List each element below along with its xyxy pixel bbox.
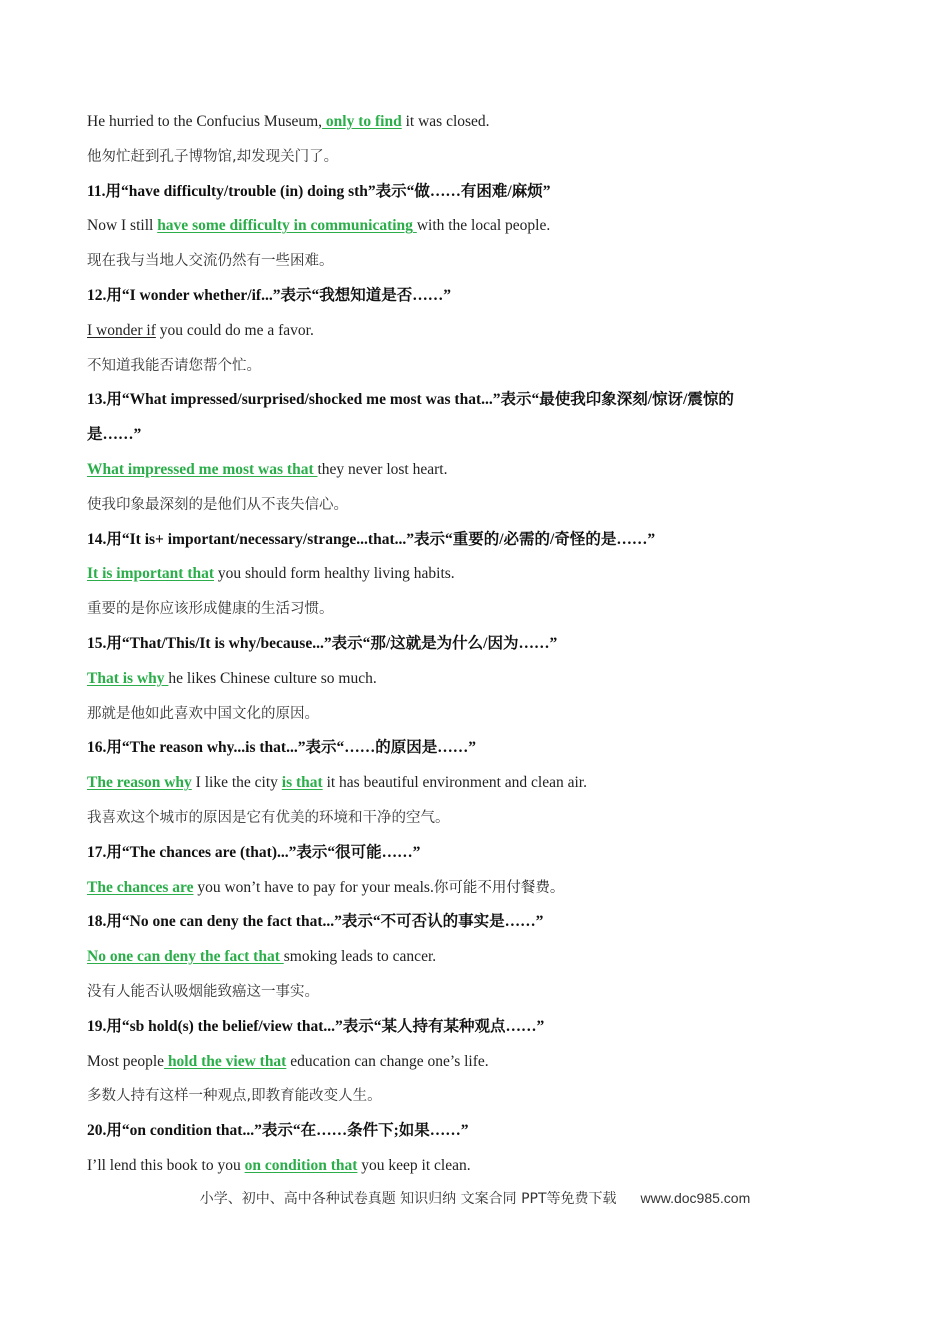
section-heading-13: 13.用“What impressed/surprised/shocked me most was that...”表示“最使我印象深刻/惊讶/震惊的 <box>87 391 734 409</box>
example-sentence-en <box>87 771 867 795</box>
key-phrase: hold the view that <box>164 1052 287 1070</box>
key-phrase: on condition that <box>244 1156 358 1174</box>
section-heading-17: 17.用“The chances are (that)...”表示“很可能……” <box>87 843 421 861</box>
footer-url[interactable]: www.doc985.com <box>640 1190 751 1206</box>
section-heading-11: 11.用“have difficulty/trouble (in) doing sth”表示“做……有困难/麻烦” <box>87 182 551 200</box>
key-phrase: It is important that <box>87 565 215 583</box>
example-sentence-en <box>87 945 867 969</box>
sentence-text: you won’t have to pay for your meals. <box>193 878 434 896</box>
example-sentence-en <box>87 110 867 134</box>
page-footer <box>0 1188 950 1208</box>
example-sentence-en <box>87 1154 867 1178</box>
section-heading-19: 19.用“sb hold(s) the belief/view that...”表示“某人持有某种观点……” <box>87 1017 545 1035</box>
example-sentence-en <box>87 319 867 343</box>
example-sentence-cn: 使我印象最深刻的是他们从不丧失信心。 <box>87 496 348 513</box>
example-sentence-en <box>87 458 867 482</box>
key-phrase: only to find <box>322 113 402 130</box>
example-sentence-cn: 重要的是你应该形成健康的生活习惯。 <box>87 601 334 618</box>
key-phrase: What impressed me most was that <box>87 460 318 478</box>
sentence-text: you should form healthy living habits. <box>214 565 455 583</box>
key-phrase: have some difficulty in communicating <box>157 217 417 235</box>
sentence-text: you could do me a favor. <box>155 321 314 339</box>
section-heading-14: 14.用“It is+ important/necessary/strange...that...”表示“重要的/必需的/奇怪的是……” <box>87 530 656 548</box>
sentence-text: with the local people. <box>416 217 551 235</box>
example-sentence-cn: 我喜欢这个城市的原因是它有优美的环境和干净的空气。 <box>87 809 450 826</box>
section-heading-20: 20.用“on condition that...”表示“在……条件下;如果……” <box>87 1122 469 1140</box>
example-sentence-en <box>87 1050 867 1074</box>
footer-text: 小学、初中、高中各种试卷真题 知识归纳 文案合同 PPT等免费下载 <box>199 1191 617 1207</box>
sentence-text: he likes Chinese culture so much. <box>168 669 377 687</box>
section-heading-18: 18.用“No one can deny the fact that...”表示“不可否认的事实是……” <box>87 913 544 931</box>
sentence-text: they never lost heart. <box>317 460 448 478</box>
key-phrase: That is why <box>87 669 169 687</box>
sentence-text: He hurried to the Confucius Museum, <box>87 113 323 130</box>
key-phrase: The chances are <box>87 878 194 896</box>
sentence-translation: 你可能不用付餐费。 <box>433 879 565 896</box>
sentence-text: I like the city <box>191 774 282 792</box>
document-page <box>87 110 867 1189</box>
sentence-text: education can change one’s life. <box>286 1052 489 1070</box>
sentence-text: you keep it clean. <box>357 1156 471 1174</box>
key-phrase: I wonder if <box>87 321 156 339</box>
sentence-text: smoking leads to cancer. <box>283 948 437 966</box>
example-sentence-en <box>87 876 867 900</box>
example-sentence-en <box>87 667 867 691</box>
section-heading-13-cont: 是……” <box>87 426 142 444</box>
example-sentence-en <box>87 562 867 586</box>
example-sentence-cn: 那就是他如此喜欢中国文化的原因。 <box>87 705 319 722</box>
sentence-text: Most people <box>87 1052 165 1070</box>
sentence-text: it was closed. <box>401 113 490 130</box>
section-heading-16: 16.用“The reason why...is that...”表示“……的原因是……” <box>87 739 476 757</box>
example-sentence-cn: 现在我与当地人交流仍然有一些困难。 <box>87 253 334 270</box>
sentence-text: Now I still <box>87 217 158 235</box>
sentence-text: it has beautiful environment and clean air. <box>322 774 587 792</box>
sentence-text: I’ll lend this book to you <box>87 1156 245 1174</box>
example-sentence-cn: 他匆忙赶到孔子博物馆,却发现关门了。 <box>87 148 339 165</box>
example-sentence-cn: 多数人持有这样一种观点,即教育能改变人生。 <box>87 1088 382 1105</box>
example-sentence-cn: 不知道我能否请您帮个忙。 <box>87 357 261 374</box>
example-sentence-en <box>87 214 867 238</box>
section-heading-15: 15.用“That/This/It is why/because...”表示“那/这就是为什么/因为……” <box>87 634 558 652</box>
key-phrase: No one can deny the fact that <box>87 948 284 966</box>
example-sentence-cn: 没有人能否认吸烟能致癌这一事实。 <box>87 983 319 1000</box>
key-phrase: The reason why <box>87 774 192 792</box>
key-phrase: is that <box>281 774 323 792</box>
section-heading-12: 12.用“I wonder whether/if...”表示“我想知道是否……” <box>87 286 451 304</box>
